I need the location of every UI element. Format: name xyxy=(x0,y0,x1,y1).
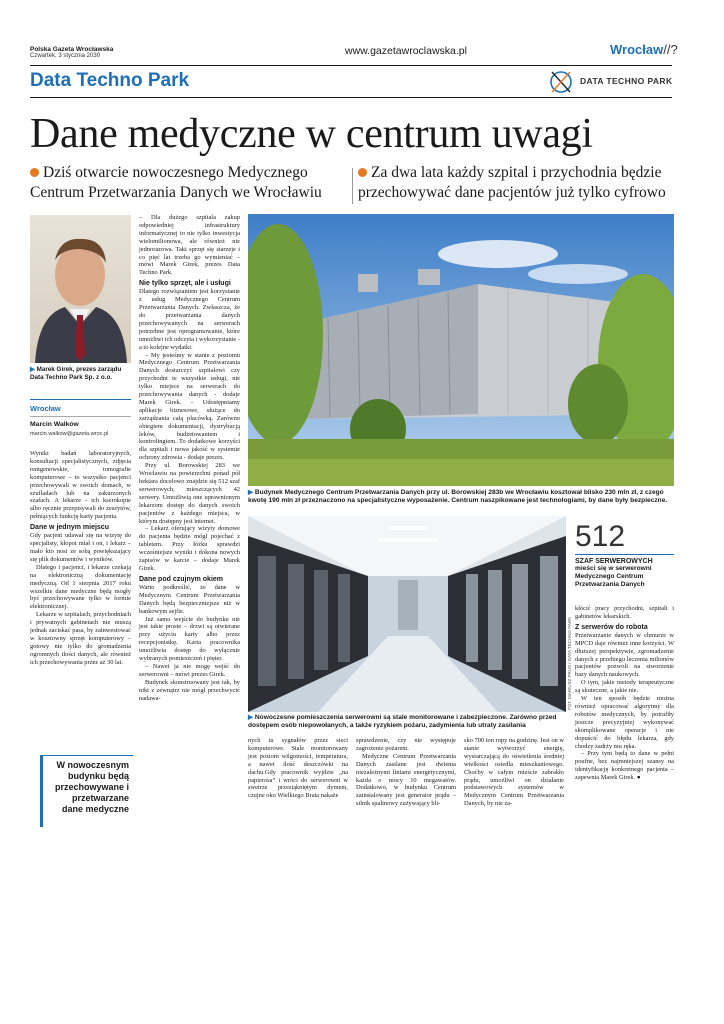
bullet-dot-icon xyxy=(358,168,367,177)
server-room-photo-caption: ▶ Nowoczesne pomieszczenia serwerowni są stale monitorowane i zabezpieczone. Zarówno przed dostępem osób niepowołanych, a także ryzykiem pożaru, zadymienia lub utraty zasilania xyxy=(248,714,557,730)
paragraph: Lekarze w szpitalach, przychodniach i prywatnych gabinetach nie muszą jednak zaciskać pasa, by zainwestować w kosztowny sprzęt komputerowy – gotowy nie tylko do gromadzenia ogromnych ilości danych, ale również ich przechowywania przez aż 30 lat. xyxy=(30,611,131,666)
article-column-right xyxy=(575,605,674,782)
article-column-4 xyxy=(356,737,456,808)
paragraph: Dlatego i pacjenci, i lekarze czekają na elektroniczną dokumentację medyczną. Od 1 sierpnia 2017 roku wszelkie dane medyczne będą mogły być przechowywane tylko w formie elektronicznej. xyxy=(30,563,131,611)
factbox-number: 512 xyxy=(575,522,674,555)
section-logo-text: DATA TECHNO PARK xyxy=(580,76,673,86)
subheading: Z serwerów do robota xyxy=(575,623,648,631)
byline-rule-2 xyxy=(30,416,131,417)
subheading: Dane pod czujnym okiem xyxy=(139,575,224,583)
paper-name: Polska Gazeta Wrocławska Czwartek, 3 stycznia 2030 xyxy=(30,46,114,59)
byline-place: Wrocław xyxy=(30,404,61,413)
lead-1: Dziś otwarcie nowoczesnego Medycznego Centrum Przetwarzania Danych we Wrocławiu xyxy=(30,164,322,201)
article-column-1 xyxy=(30,450,131,667)
article-column-2 xyxy=(139,214,240,702)
masthead-rule xyxy=(30,65,672,66)
paragraph: W ten sposób będzie można również opracować algorytmy dla robotów medycznych, by potrafiły jeszcze precyzyjniej wykonywać skomplikowane operacje i nie dopuścić do błędu lekarza, gdy chodzy zadrży mu ręka. xyxy=(575,695,674,750)
headline: Dane medyczne w centrum uwagi xyxy=(30,111,593,157)
paragraph: sko 700 ton ropy na godzinę. Jest on w stanie wytworzyć energię, wystarczającą do oświetlenia średniej wielkości osiedla mieszkaniowego. Choćby w całym mieście zabrakło prądu, umożliwi on działanie podstawowych systemów w Medycznym Centrum Przetwarzania Danych, by nie za- xyxy=(464,737,564,808)
byline-email[interactable]: marcin.walkow@gazeta.wroc.pl xyxy=(30,431,109,437)
paragraph: – Lekarz oferujący wizyty domowe do pacjenta będzie mógł pojechać z tabletem. Przy łóżku sprawdzi wcześniejsze wyniki i dokona nowych zapisów w karcie – dodaje Marek Girek. xyxy=(139,525,240,572)
paragraph: – Przy tym będą to dane w pełni poufne, bez najmniejszej szansy na identyfikację konkretnego pacjenta – zapewnia Marek Girek. ● xyxy=(575,750,674,782)
portrait-caption: ▶ Marek Girek, prezes zarządu Data Techno Park Sp. z o.o. xyxy=(30,366,122,381)
factbox-label: SZAF SERWEROWYCH xyxy=(575,558,653,565)
paragraph: sprawdzenie, czy nie występuje zagrożenie pożarem. xyxy=(356,737,456,752)
subheading: Dane w jednym miejscu xyxy=(30,524,109,532)
portrait-photo xyxy=(30,215,131,363)
paragraph: Dlatego rozwiązaniem jest korzystanie z usług Medycznego Centrum Przetwarzania Danych. Zwłaszcza, że do przetwarzania danych przechowywanych na serwerach potrzebne jest oprogramowanie, które umożliwi ich odczyta i wykorzystanie - a to kolejne wydatki. xyxy=(139,288,240,351)
caption-arrow-icon: ▶ xyxy=(30,366,37,373)
pull-quote: W nowoczesnym budynku będą przechowywane i przetwarzane dane medyczne xyxy=(40,755,133,827)
paragraph: Medyczne Centrum Przetwarzania Danych zasilane jest dwiema niezależnymi liniami energetycznymi, każda o mocy 10 megawatów. Dodatkowo, w budynku Centrum zainstalowany jest generator prądu – silnik spalinowy zużywający bli- xyxy=(356,752,456,808)
paragraph: Budynek skonstruowany jest tak, by nikt z zewnątrz nie mógł przechwycić nadawa- xyxy=(139,678,240,702)
paragraph: Przy ul. Borowskiej 283 we Wrocławiu na powierzchni ponad pół hektara docelowo znajdzie się 512 szaf serwerowych, mieszczących 42 serwery. Umożliwią one uprawnionym lekarzom dostęp do danych swoich pacjentów z każdego miejsca, w którym dostępny jest internet. xyxy=(139,462,240,525)
lead-divider xyxy=(352,168,353,204)
caption-arrow-icon: ▶ xyxy=(248,714,255,721)
issue-date: Czwartek, 3 stycznia 2030 xyxy=(30,53,101,59)
caption-arrow-icon: ▶ xyxy=(248,489,255,496)
paragraph: nych tu sygnałów przez sieci komputerowe. Stale monitorowany jest poziom wilgotności, temperatura, a nawet ilość deszczówki na dachu.Gdy pracownik wyjdzie „na papierosa” i wróci do serwerowni w swetrze przesiąkniętym dymem, czujne oko Wielkiego Brata nakaże xyxy=(248,737,348,800)
paragraph: – My jesteśmy w stanie z poziomu Medycznego Centrum Przetwarzania Danych dostarczyć szpitalowi czy przychodni te wszystkie usługi, nie tylko miejsce na serwerach do przechowywania danych - dodaje Marek Girek. - Udostępniamy aplikacje biznesowe, służące do zarządzania całą placówką. Zarówno obiegiem dokumentacji, dystrybucją leków, budżetowaniem i kontrolingiem. To dodatkowe korzyści dla szpitali i nowa jakość w systemie ochrony zdrowia - dodaje prezes. xyxy=(139,351,240,462)
article-column-5 xyxy=(464,737,564,808)
building-photo-caption: ▶ Budynek Medycznego Centrum Przetwarzania Danych przy ul. Borowskiej 283b we Wrocławiu kosztował blisko 230 mln zł, z czego kwotę 190 mln zł przeznaczono na specjalistyczne wyposażenie. Centrum naszpikowane jest technologiami, by dane były bezpieczne. xyxy=(248,489,668,505)
paragraph: Przetwarzanie danych w chmurze w MPCD daje również inne korzyści. W dłuższej perspektywie, zgromadzenie danych z przebiegu leczenia milionów pacjentów pozwoli na stworzenie bazy danych naukowych. xyxy=(575,631,674,679)
paragraph: kłócić pracy przychodni, szpitali i gabinetów lekarskich. xyxy=(575,605,674,620)
building-photo xyxy=(248,214,674,486)
lead-2: Za dwa lata każdy szpital i przychodnia będzie przechowywać dane pacjentów już tylko cyfrowo xyxy=(358,164,666,201)
factbox xyxy=(575,522,674,589)
section-title: Data Techno Park xyxy=(30,70,190,91)
city-label: Wrocław//? xyxy=(610,42,678,57)
paragraph: Wyniki badań laboratoryjnych, konsultacji specjalistycznych, zdjęcia rentgenowskie, tomografie komputerowe – to wszystko pacjenci przechowywali w swoich domach, w szufladach lub na zakurzonych szafach. A lekarze - ich kserokopie albo ręcznie przepisywali do zeszytów, pełniących funkcję karty pacjenta. xyxy=(30,450,131,521)
photo-credit: FOT. MARIUSZ PRUS / DATA TECHNO PARK xyxy=(567,616,572,710)
section-rule xyxy=(30,97,672,98)
site-url[interactable]: www.gazetawroclawska.pl xyxy=(345,45,467,57)
paragraph: Już samo wejście do budynku nie jest takie proste – drzwi są otwierane przy użyciu karty albo przez recepcjonistkę. Karta pracownika umożliwia dostęp do wyłącznie wybranych pomieszczeń i pięter. xyxy=(139,615,240,663)
paragraph: Gdy pacjent udawał się na wizytę do specjalisty, kłopot miał i on, i lekarz – mało kto nosi ze sobą powiększający się plik dokumentów i wyników. xyxy=(30,532,131,563)
paragraph: – Dla dużego szpitala zakup odpowiedniej infrastruktury informatycznej to nie tylko inwestycja wielomilionowa, ale również nie jednorazowa. Taki sprzęt się starzeje i co pięć lat trzeba go wymieniać – mówi Marek Girek, prezes Data Techno Park. xyxy=(139,214,240,277)
bullet-dot-icon xyxy=(30,168,39,177)
paragraph: Warto podkreślić, że dane w Medycznym Centrum Przetwarzania Danych będą bezpieczniejsze niż w bankowym sejfie. xyxy=(139,583,240,615)
factbox-text: mieści się w serwerowni Medycznego Centrum Przetwarzania Danych xyxy=(575,565,652,588)
byline-rule xyxy=(30,399,131,400)
server-room-photo xyxy=(248,516,566,712)
paragraph: – Nawet ja nie mogę wejść do serwerowni – mówi prezes Girek. xyxy=(139,662,240,678)
byline-author: Marcin Walków xyxy=(30,421,79,428)
data-techno-park-logo-icon xyxy=(546,68,576,96)
article-column-3 xyxy=(248,737,348,800)
subheading: Nie tylko sprzęt, ale i usługi xyxy=(139,280,231,288)
paragraph: O tym, jakie metody terapeutyczne są skuteczne, a jakie nie. xyxy=(575,679,674,695)
